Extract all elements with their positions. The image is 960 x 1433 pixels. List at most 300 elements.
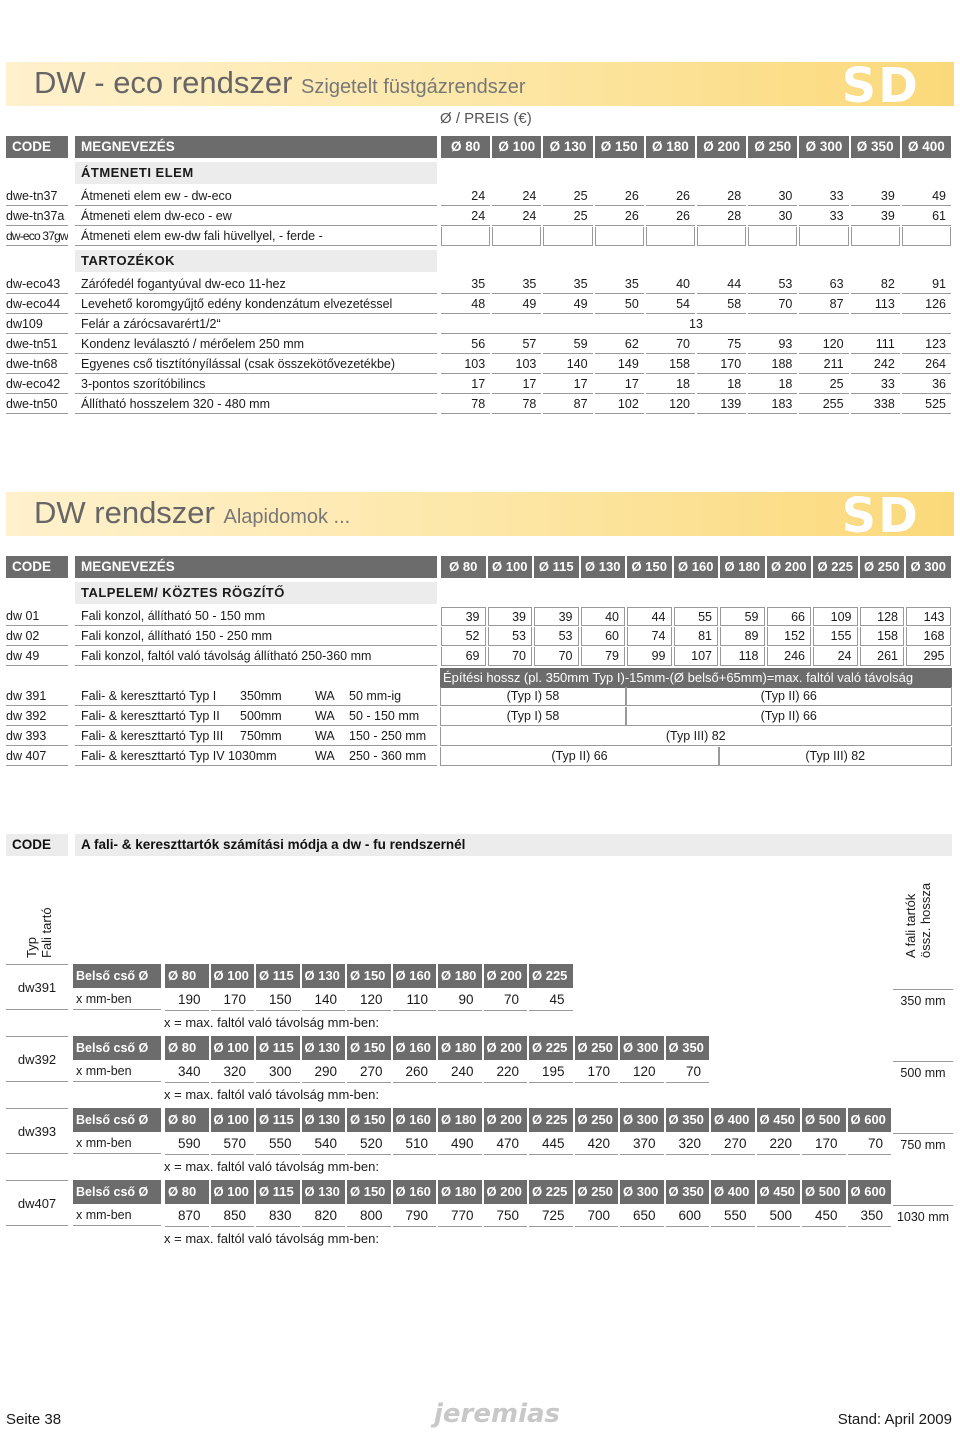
size-header: Ø 80 bbox=[165, 1108, 209, 1132]
size-header: Ø 300 bbox=[620, 1108, 664, 1132]
x-value: 220 bbox=[757, 1133, 801, 1155]
x-value: 190 bbox=[165, 989, 209, 1011]
price-cell: 44 bbox=[697, 275, 746, 294]
row-range: 50 - 150 mm bbox=[345, 707, 437, 726]
price-cell: 82 bbox=[851, 275, 900, 294]
x-value: 270 bbox=[347, 1061, 391, 1083]
row-code: dw-eco43 bbox=[6, 275, 68, 294]
price-cell bbox=[543, 227, 592, 246]
x-value: 340 bbox=[165, 1061, 209, 1083]
row-length: 750mm bbox=[240, 729, 282, 743]
price-cell: 78 bbox=[441, 395, 490, 414]
price-cell: 39 bbox=[851, 207, 900, 226]
x-value: 170 bbox=[575, 1061, 619, 1083]
size-header: Ø 150 bbox=[595, 136, 644, 158]
price-cell: 168 bbox=[906, 627, 951, 646]
size-header: Ø 600 bbox=[848, 1108, 892, 1132]
price-cell: 242 bbox=[851, 355, 900, 374]
price-cell bbox=[697, 227, 746, 246]
price-cell: 57 bbox=[492, 335, 541, 354]
price-cell: 30 bbox=[748, 207, 797, 226]
price-cell: 70 bbox=[646, 335, 695, 354]
total-length: 350 mm bbox=[893, 989, 953, 1011]
price-cell: 120 bbox=[799, 335, 848, 354]
x-value: 45 bbox=[529, 989, 573, 1011]
group-header: TALPELEM/ KÖZTES RÖGZÍTŐ bbox=[75, 582, 437, 604]
section-subtitle: Szigetelt füstgázrendszer bbox=[301, 76, 526, 98]
price-cell: 295 bbox=[906, 647, 951, 666]
x-value: 500 bbox=[757, 1205, 801, 1227]
section-title-text: DW - eco rendszer bbox=[34, 65, 293, 100]
price-cell: 26 bbox=[646, 187, 695, 206]
size-header: Ø 225 bbox=[529, 1036, 573, 1060]
x-value: 320 bbox=[666, 1133, 710, 1155]
size-header: Ø 150 bbox=[347, 1036, 391, 1060]
size-header: Ø 600 bbox=[848, 1180, 892, 1204]
row-code: dw-eco44 bbox=[6, 295, 68, 314]
price-cell: 62 bbox=[595, 335, 644, 354]
price-cell: 99 bbox=[627, 647, 672, 666]
price-cell: 53 bbox=[748, 275, 797, 294]
price-cell: 54 bbox=[646, 295, 695, 314]
price-cell: 39 bbox=[851, 187, 900, 206]
price-cell: 33 bbox=[851, 375, 900, 394]
price-cell: 24 bbox=[492, 187, 541, 206]
price-cell: 109 bbox=[813, 607, 858, 626]
name-header: MEGNEVEZÉS bbox=[75, 136, 437, 158]
size-header: Ø 115 bbox=[256, 1108, 300, 1132]
row-code: dw 391 bbox=[6, 687, 68, 706]
price-cell: 18 bbox=[748, 375, 797, 394]
size-header: Ø 115 bbox=[256, 964, 300, 988]
price-cell: 50 bbox=[595, 295, 644, 314]
section-title bbox=[34, 495, 350, 531]
x-value: 120 bbox=[620, 1061, 664, 1083]
row-name: Kondenz leválasztó / mérőelem 250 mm bbox=[75, 335, 437, 354]
row-length: 350mm bbox=[240, 689, 282, 703]
size-header: Ø 130 bbox=[581, 556, 626, 578]
row-code: dw 407 bbox=[6, 747, 68, 766]
x-value: 260 bbox=[393, 1061, 437, 1083]
price-cell bbox=[646, 227, 695, 246]
row-code: dw 01 bbox=[6, 607, 68, 626]
price-cell: 152 bbox=[767, 627, 812, 646]
row-name: Levehető koromgyűjtő edény kondenzátum elvezetéssel bbox=[75, 295, 437, 314]
price-cell: 26 bbox=[595, 187, 644, 206]
row-range: 250 - 360 mm bbox=[345, 747, 437, 766]
price-cell: 158 bbox=[860, 627, 905, 646]
size-header: Ø 180 bbox=[646, 136, 695, 158]
sd-logo: SD bbox=[841, 58, 920, 114]
price-cell: 24 bbox=[492, 207, 541, 226]
vlabel-line: Fali tartó bbox=[39, 907, 54, 958]
price-cell bbox=[748, 227, 797, 246]
size-header: Ø 300 bbox=[906, 556, 951, 578]
x-value: 240 bbox=[438, 1061, 482, 1083]
price-cell: 28 bbox=[697, 187, 746, 206]
x-value: 520 bbox=[347, 1133, 391, 1155]
size-header: Ø 350 bbox=[666, 1036, 710, 1060]
x-value: 725 bbox=[529, 1205, 573, 1227]
block-code: dw392 bbox=[6, 1036, 68, 1082]
section-banner-dw bbox=[6, 488, 954, 544]
size-header: Ø 500 bbox=[802, 1180, 846, 1204]
size-header: Ø 300 bbox=[620, 1036, 664, 1060]
price-cell: 44 bbox=[627, 607, 672, 626]
row-name: Fali konzol, állítható 150 - 250 mm bbox=[75, 627, 437, 646]
row-code: dw 49 bbox=[6, 647, 68, 666]
x-value: 150 bbox=[256, 989, 300, 1011]
vertical-label-left bbox=[24, 907, 54, 958]
price-cell: 126 bbox=[902, 295, 951, 314]
row-name: Átmeneti elem ew-dw fali hüvellyel, - ferde - bbox=[75, 227, 437, 246]
vlabel-line: A fali tartók bbox=[903, 893, 918, 958]
x-value: 70 bbox=[848, 1133, 892, 1155]
row-name: Fali konzol, állítható 50 - 150 mm bbox=[75, 607, 437, 626]
price-cell: 170 bbox=[697, 355, 746, 374]
price-cell bbox=[492, 227, 541, 246]
price-cell: 63 bbox=[799, 275, 848, 294]
price-cell: 59 bbox=[543, 335, 592, 354]
size-header: Ø 130 bbox=[302, 1036, 346, 1060]
price-cell: 183 bbox=[748, 395, 797, 414]
price-cell: 25 bbox=[543, 207, 592, 226]
price-cell: 78 bbox=[492, 395, 541, 414]
row-range: 50 mm-ig bbox=[345, 687, 437, 706]
price-cell: 49 bbox=[492, 295, 541, 314]
code-header: CODE bbox=[6, 136, 68, 158]
row-name: Fali- & kereszttartó Typ II bbox=[75, 707, 315, 726]
price-cell: 18 bbox=[646, 375, 695, 394]
max-distance-label: x = max. faltól való távolság mm-ben: bbox=[164, 1231, 379, 1246]
vlabel-line: össz. hossza bbox=[918, 882, 933, 958]
price-cell: 49 bbox=[543, 295, 592, 314]
size-header: Ø 100 bbox=[211, 1036, 255, 1060]
x-value: 830 bbox=[256, 1205, 300, 1227]
price-cell: 89 bbox=[720, 627, 765, 646]
size-header: Ø 350 bbox=[666, 1108, 710, 1132]
price-cell: 87 bbox=[543, 395, 592, 414]
size-header: Ø 150 bbox=[347, 964, 391, 988]
size-header: Ø 225 bbox=[813, 556, 858, 578]
size-header: Ø 150 bbox=[347, 1108, 391, 1132]
size-header: Ø 300 bbox=[620, 1180, 664, 1204]
size-header: Ø 400 bbox=[902, 136, 951, 158]
size-header: Ø 200 bbox=[484, 964, 528, 988]
x-value: 470 bbox=[484, 1133, 528, 1155]
price-cell: 118 bbox=[720, 647, 765, 666]
size-header: Ø 100 bbox=[211, 1180, 255, 1204]
size-header: Ø 150 bbox=[627, 556, 672, 578]
price-cell: 39 bbox=[488, 607, 533, 626]
row-name: Egyenes cső tisztítónyílással (csak összekötővezetékbe) bbox=[75, 355, 437, 374]
inner-diameter-label: Belső cső Ø bbox=[73, 964, 161, 988]
x-value: 290 bbox=[302, 1061, 346, 1083]
price-cell: 261 bbox=[860, 647, 905, 666]
x-value: 420 bbox=[575, 1133, 619, 1155]
price-cell: 39 bbox=[534, 607, 579, 626]
size-header: Ø 80 bbox=[165, 1180, 209, 1204]
size-header: Ø 300 bbox=[799, 136, 848, 158]
price-cell: 26 bbox=[595, 207, 644, 226]
price-cell: 25 bbox=[799, 375, 848, 394]
x-label: x mm-ben bbox=[73, 988, 161, 1010]
size-header: Ø 115 bbox=[534, 556, 579, 578]
price-cell: 149 bbox=[595, 355, 644, 374]
price-cell: 17 bbox=[543, 375, 592, 394]
max-distance-label: x = max. faltól való távolság mm-ben: bbox=[164, 1159, 379, 1174]
size-header: Ø 115 bbox=[256, 1180, 300, 1204]
price-cell: 70 bbox=[488, 647, 533, 666]
construction-length-note: Építési hossz (pl. 350mm Typ I)-15mm-(Ø belső+65mm)=max. faltól való távolság bbox=[440, 668, 952, 688]
span-cell: (Typ III) 82 bbox=[719, 747, 952, 766]
price-cell: 120 bbox=[646, 395, 695, 414]
price-cell: 107 bbox=[674, 647, 719, 666]
size-header: Ø 160 bbox=[393, 964, 437, 988]
x-value: 110 bbox=[393, 989, 437, 1011]
price-label: Ø / PREIS (€) bbox=[440, 110, 532, 127]
x-value: 120 bbox=[347, 989, 391, 1011]
size-header: Ø 80 bbox=[165, 964, 209, 988]
row-wa: WA bbox=[315, 727, 345, 746]
vlabel-line: Typ bbox=[24, 937, 39, 958]
span-cell: (Typ I) 58 bbox=[440, 707, 626, 726]
size-header: Ø 500 bbox=[802, 1108, 846, 1132]
price-cell: 17 bbox=[492, 375, 541, 394]
price-cell: 26 bbox=[646, 207, 695, 226]
inner-diameter-label: Belső cső Ø bbox=[73, 1180, 161, 1204]
row-name: Átmeneti elem dw-eco - ew bbox=[75, 207, 437, 226]
price-cell: 188 bbox=[748, 355, 797, 374]
price-cell: 17 bbox=[441, 375, 490, 394]
price-cell: 70 bbox=[748, 295, 797, 314]
price-cell: 113 bbox=[851, 295, 900, 314]
row-code: dw-eco42 bbox=[6, 375, 68, 394]
price-cell: 52 bbox=[441, 627, 486, 646]
x-value: 790 bbox=[393, 1205, 437, 1227]
price-cell: 74 bbox=[627, 627, 672, 646]
price-cell: 140 bbox=[543, 355, 592, 374]
size-header: Ø 180 bbox=[438, 1180, 482, 1204]
price-cell: 35 bbox=[492, 275, 541, 294]
x-label: x mm-ben bbox=[73, 1204, 161, 1226]
price-cell: 40 bbox=[581, 607, 626, 626]
price-cell: 69 bbox=[441, 647, 486, 666]
price-cell: 143 bbox=[906, 607, 951, 626]
x-value: 350 bbox=[848, 1205, 892, 1227]
row-wa: WA bbox=[315, 747, 345, 766]
price-cell: 75 bbox=[697, 335, 746, 354]
x-value: 300 bbox=[256, 1061, 300, 1083]
price-cell: 24 bbox=[813, 647, 858, 666]
span-cell: (Typ III) 82 bbox=[440, 727, 952, 746]
size-header: Ø 225 bbox=[529, 964, 573, 988]
x-value: 170 bbox=[802, 1133, 846, 1155]
block-code: dw407 bbox=[6, 1180, 68, 1226]
price-cell: 35 bbox=[595, 275, 644, 294]
block-code: dw393 bbox=[6, 1108, 68, 1154]
price-cell bbox=[595, 227, 644, 246]
stand-date: Stand: April 2009 bbox=[837, 1411, 952, 1428]
section-title bbox=[34, 65, 526, 101]
size-header: Ø 450 bbox=[757, 1108, 801, 1132]
price-cell: 30 bbox=[748, 187, 797, 206]
size-header: Ø 200 bbox=[484, 1036, 528, 1060]
size-header: Ø 100 bbox=[211, 964, 255, 988]
x-value: 590 bbox=[165, 1133, 209, 1155]
price-cell: 246 bbox=[767, 647, 812, 666]
price-cell: 111 bbox=[851, 335, 900, 354]
name-header: MEGNEVEZÉS bbox=[75, 556, 437, 578]
size-header: Ø 80 bbox=[441, 556, 486, 578]
size-header: Ø 180 bbox=[438, 1108, 482, 1132]
x-value: 550 bbox=[256, 1133, 300, 1155]
price-cell: 87 bbox=[799, 295, 848, 314]
row-name: Fali- & kereszttartó Typ I bbox=[75, 687, 315, 706]
code-header: CODE bbox=[6, 556, 68, 578]
price-cell: 79 bbox=[581, 647, 626, 666]
size-header: Ø 200 bbox=[767, 556, 812, 578]
section-title-text: DW rendszer bbox=[34, 495, 215, 530]
price-cell: 158 bbox=[646, 355, 695, 374]
row-code: dw-eco 37gw bbox=[6, 227, 68, 246]
row-name: 3-pontos szorítóbilincs bbox=[75, 375, 437, 394]
x-value: 570 bbox=[211, 1133, 255, 1155]
x-value: 140 bbox=[302, 989, 346, 1011]
size-header: Ø 250 bbox=[575, 1108, 619, 1132]
size-header: Ø 250 bbox=[575, 1036, 619, 1060]
max-distance-label: x = max. faltól való távolság mm-ben: bbox=[164, 1087, 379, 1102]
price-cell: 102 bbox=[595, 395, 644, 414]
x-value: 540 bbox=[302, 1133, 346, 1155]
size-header: Ø 350 bbox=[851, 136, 900, 158]
price-cell: 53 bbox=[534, 627, 579, 646]
size-header: Ø 250 bbox=[748, 136, 797, 158]
row-code: dwe-tn50 bbox=[6, 395, 68, 414]
size-header: Ø 130 bbox=[302, 964, 346, 988]
price-cell: 60 bbox=[581, 627, 626, 646]
price-cell: 123 bbox=[902, 335, 951, 354]
price-cell: 128 bbox=[860, 607, 905, 626]
x-value: 195 bbox=[529, 1061, 573, 1083]
x-value: 510 bbox=[393, 1133, 437, 1155]
size-header: Ø 250 bbox=[575, 1180, 619, 1204]
row-name: Fali- & kereszttartó Typ IV 1030mm bbox=[75, 747, 315, 766]
size-header: Ø 225 bbox=[529, 1108, 573, 1132]
row-code: dw 393 bbox=[6, 727, 68, 746]
row-code: dwe-tn37 bbox=[6, 187, 68, 206]
price-cell: 255 bbox=[799, 395, 848, 414]
price-cell: 59 bbox=[720, 607, 765, 626]
span-cell: (Typ II) 66 bbox=[626, 707, 952, 726]
total-length: 1030 mm bbox=[893, 1205, 953, 1227]
size-header: Ø 200 bbox=[484, 1108, 528, 1132]
price-cell: 24 bbox=[441, 207, 490, 226]
price-cell: 49 bbox=[902, 187, 951, 206]
price-cell: 36 bbox=[902, 375, 951, 394]
x-value: 220 bbox=[484, 1061, 528, 1083]
span-cell: (Typ I) 58 bbox=[440, 687, 626, 706]
row-wa: WA bbox=[315, 707, 345, 726]
price-cell: 18 bbox=[697, 375, 746, 394]
group-header: TARTOZÉKOK bbox=[75, 250, 437, 272]
size-header: Ø 130 bbox=[302, 1180, 346, 1204]
row-name: Fali- & kereszttartó Typ III bbox=[75, 727, 315, 746]
x-value: 370 bbox=[620, 1133, 664, 1155]
size-header: Ø 150 bbox=[347, 1180, 391, 1204]
price-cell: 81 bbox=[674, 627, 719, 646]
span-cell: (Typ II) 66 bbox=[626, 687, 952, 706]
x-value: 320 bbox=[211, 1061, 255, 1083]
price-cell: 25 bbox=[543, 187, 592, 206]
price-cell: 28 bbox=[697, 207, 746, 226]
row-name: Átmeneti elem ew - dw-eco bbox=[75, 187, 437, 206]
max-distance-label: x = max. faltól való távolság mm-ben: bbox=[164, 1015, 379, 1030]
group-header: ÁTMENETI ELEM bbox=[75, 162, 437, 184]
x-value: 750 bbox=[484, 1205, 528, 1227]
size-header: Ø 100 bbox=[488, 556, 533, 578]
x-value: 70 bbox=[484, 989, 528, 1011]
x-value: 70 bbox=[666, 1061, 710, 1083]
row-name: Fali konzol, faltól való távolság állítható 250-360 mm bbox=[75, 647, 437, 666]
price-cell bbox=[851, 227, 900, 246]
price-cell: 264 bbox=[902, 355, 951, 374]
row-code: dw109 bbox=[6, 315, 68, 334]
row-code: dwe-tn51 bbox=[6, 335, 68, 354]
price-cell: 39 bbox=[441, 607, 486, 626]
price-cell bbox=[441, 227, 490, 246]
price-cell-span: 13 bbox=[441, 315, 951, 334]
x-value: 800 bbox=[347, 1205, 391, 1227]
price-cell: 33 bbox=[799, 207, 848, 226]
x-value: 850 bbox=[211, 1205, 255, 1227]
x-value: 270 bbox=[711, 1133, 755, 1155]
row-code: dwe-tn37a bbox=[6, 207, 68, 226]
x-value: 700 bbox=[575, 1205, 619, 1227]
size-header: Ø 80 bbox=[165, 1036, 209, 1060]
price-cell: 35 bbox=[441, 275, 490, 294]
price-cell bbox=[902, 227, 951, 246]
inner-diameter-label: Belső cső Ø bbox=[73, 1036, 161, 1060]
calc-title: A fali- & kereszttartók számítási módja a dw - fu rendszernél bbox=[75, 834, 952, 856]
size-header: Ø 225 bbox=[529, 1180, 573, 1204]
size-header: Ø 130 bbox=[302, 1108, 346, 1132]
price-cell: 66 bbox=[767, 607, 812, 626]
section-banner-dw-eco bbox=[6, 58, 954, 114]
x-value: 870 bbox=[165, 1205, 209, 1227]
size-header: Ø 100 bbox=[492, 136, 541, 158]
row-code: dw 392 bbox=[6, 707, 68, 726]
row-code: dwe-tn68 bbox=[6, 355, 68, 374]
row-name: Felár a zárócsavarért1/2“ bbox=[75, 315, 437, 334]
size-header: Ø 160 bbox=[393, 1036, 437, 1060]
price-cell: 48 bbox=[441, 295, 490, 314]
x-value: 90 bbox=[438, 989, 482, 1011]
size-header: Ø 80 bbox=[441, 136, 490, 158]
size-header: Ø 130 bbox=[543, 136, 592, 158]
size-header: Ø 350 bbox=[666, 1180, 710, 1204]
page-number: Seite 38 bbox=[6, 1411, 62, 1428]
size-header: Ø 450 bbox=[757, 1180, 801, 1204]
price-cell: 55 bbox=[674, 607, 719, 626]
price-cell: 525 bbox=[902, 395, 951, 414]
x-value: 490 bbox=[438, 1133, 482, 1155]
price-cell: 93 bbox=[748, 335, 797, 354]
block-code: dw391 bbox=[6, 964, 68, 1010]
price-cell: 35 bbox=[543, 275, 592, 294]
size-header: Ø 400 bbox=[711, 1180, 755, 1204]
size-header: Ø 160 bbox=[674, 556, 719, 578]
